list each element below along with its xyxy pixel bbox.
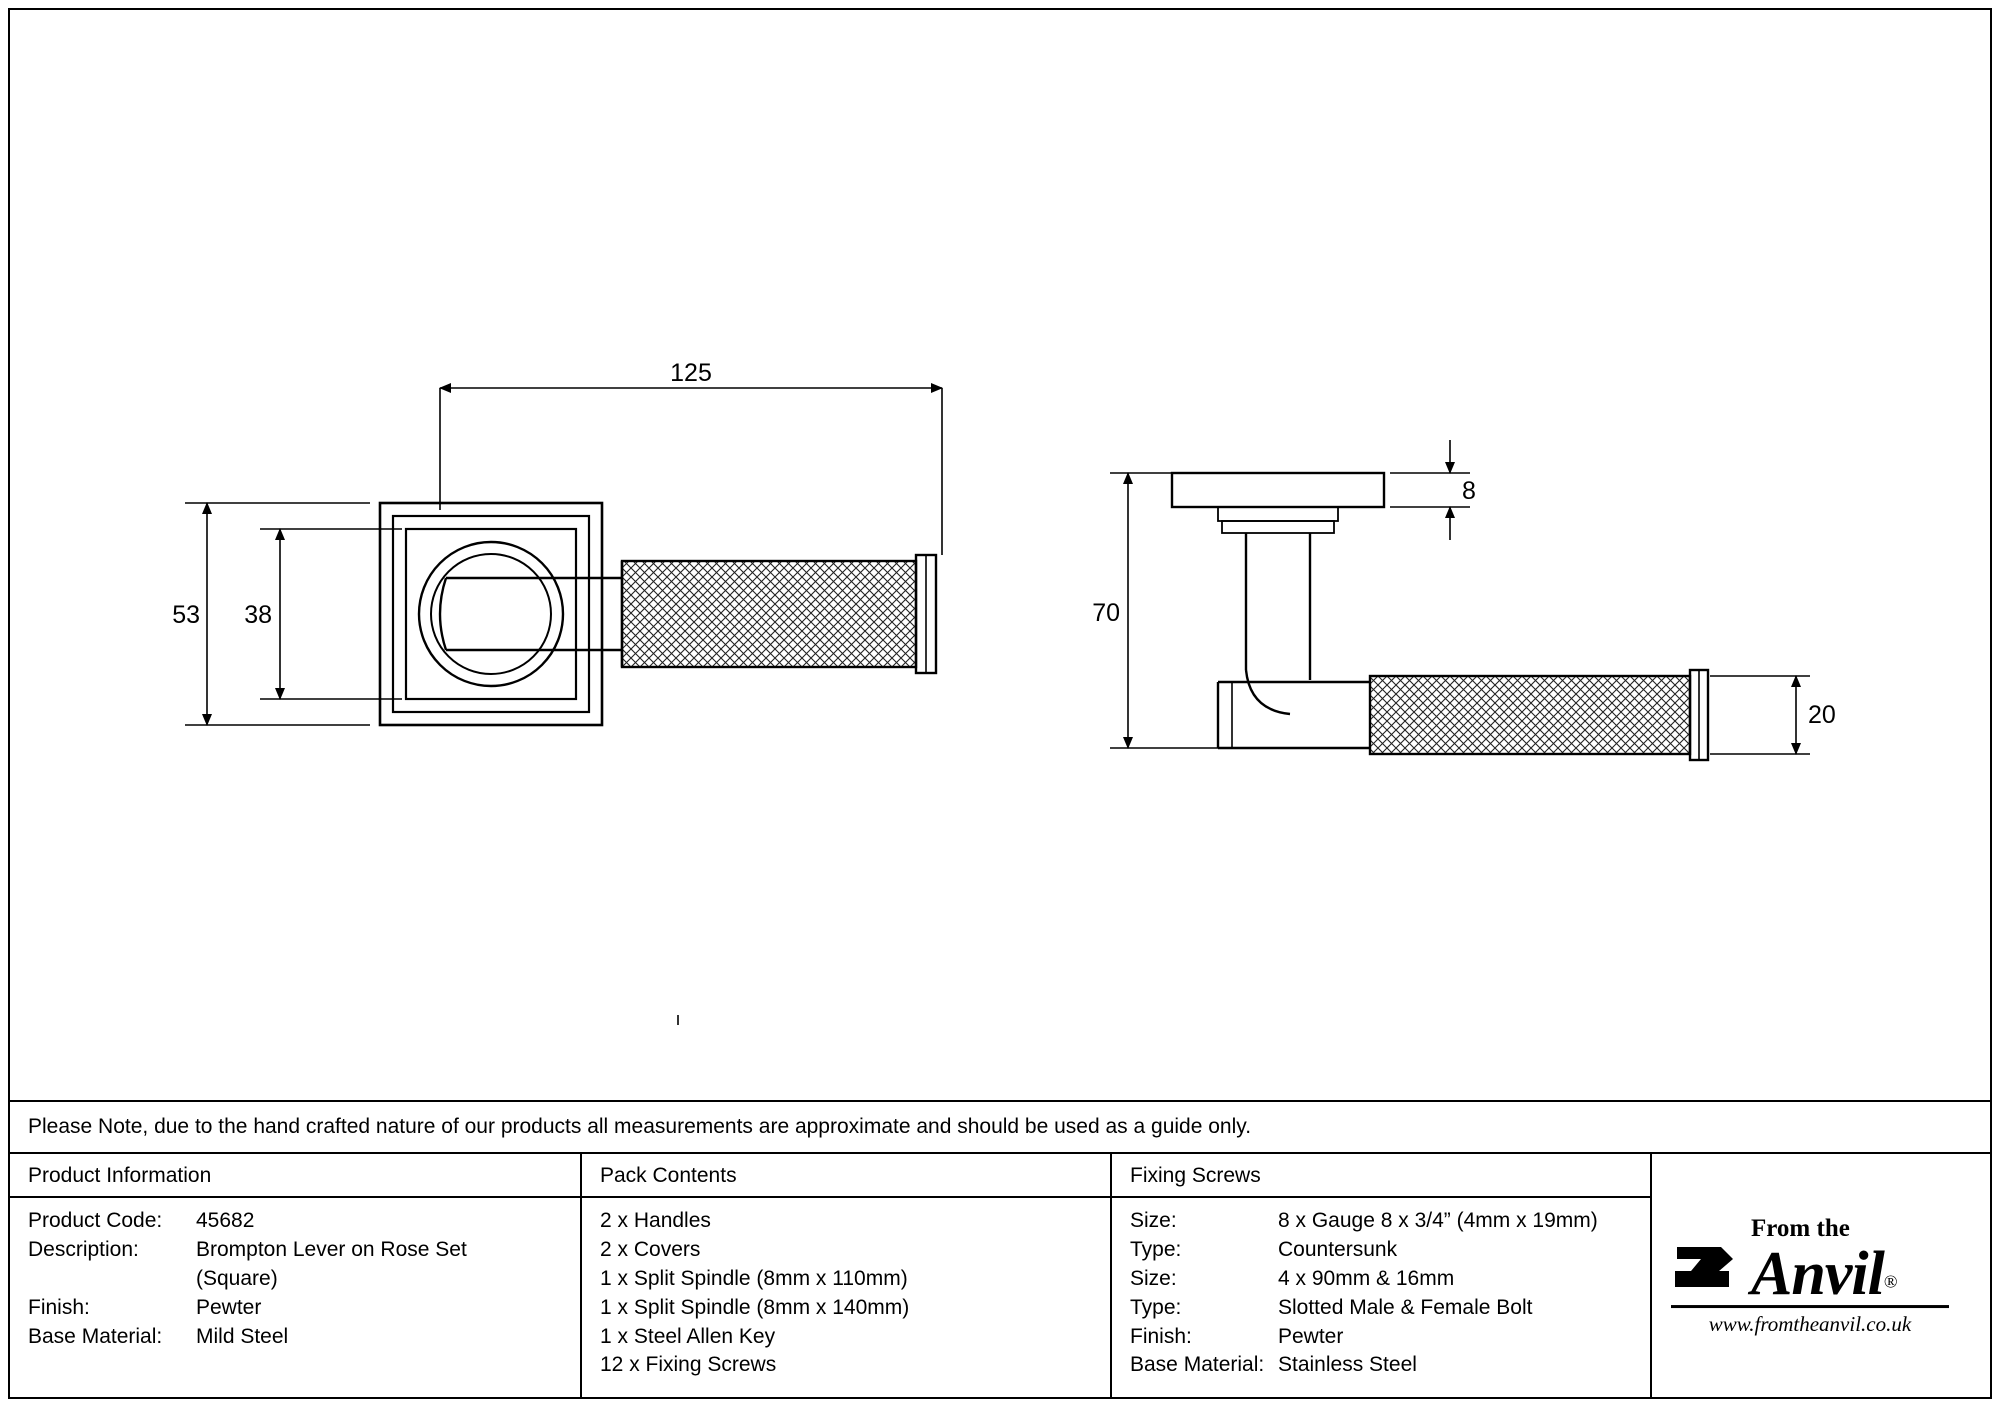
- screw-finish-label: Finish:: [1130, 1324, 1192, 1348]
- screw-size-label: Size:: [1130, 1209, 1177, 1232]
- table-row: [1130, 1352, 1650, 1379]
- fixing-screws-heading: Fixing Screws: [1112, 1154, 1650, 1198]
- bolt-size-value: 4 x 90mm & 16mm: [1278, 1266, 1455, 1290]
- description-label: Description:: [28, 1237, 139, 1261]
- dim-projection: 70: [1092, 599, 1120, 627]
- bolt-type-label: Type:: [1130, 1295, 1182, 1319]
- drawing-sheet: [8, 8, 1992, 1399]
- description-label-cont: [28, 1266, 196, 1293]
- table-row: [1130, 1324, 1650, 1351]
- measurement-note-text: Please Note, due to the hand crafted nature of our products all measurements are approximate and should be used as a guide only.: [28, 1115, 1252, 1138]
- list-item: 2 x Covers: [600, 1237, 701, 1261]
- description-value: Brompton Lever on Rose Set: [196, 1237, 467, 1261]
- anvil-icon: [1671, 1241, 1743, 1303]
- dim-rose-height: 53: [172, 601, 200, 629]
- brand-logo-column: [1652, 1154, 1990, 1399]
- table-row: [28, 1208, 580, 1235]
- product-code-value: 45682: [196, 1209, 255, 1232]
- registered-icon: ®: [1883, 1271, 1898, 1292]
- product-drawing-svg: [10, 10, 1990, 1098]
- screw-size-value: 8 x Gauge 8 x 3/4” (4mm x 19mm): [1278, 1209, 1598, 1232]
- dim-lever-diameter: 20: [1808, 701, 1836, 729]
- pack-contents-heading: Pack Contents: [582, 1154, 1110, 1198]
- pack-contents-body: [582, 1198, 1110, 1379]
- table-row: [28, 1324, 580, 1351]
- product-information-heading: Product Information: [10, 1154, 580, 1198]
- description-value-cont: (Square): [196, 1266, 278, 1290]
- dim-overall-length: 125: [670, 359, 712, 387]
- info-table: [10, 1152, 1990, 1399]
- table-row: [28, 1237, 580, 1264]
- product-information-body: [10, 1198, 580, 1350]
- table-row: [1130, 1295, 1650, 1322]
- bolt-type-value: Slotted Male & Female Bolt: [1278, 1295, 1533, 1319]
- table-row: [1130, 1237, 1650, 1264]
- logo-from-the: From the: [1751, 1214, 1850, 1242]
- side-view: [1092, 440, 1836, 760]
- logo-anvil-word: Anvil: [1751, 1239, 1884, 1308]
- bolt-size-label: Size:: [1130, 1266, 1177, 1290]
- pack-contents-column: [582, 1154, 1112, 1399]
- screw-type-label: Type:: [1130, 1237, 1182, 1261]
- front-view: [172, 359, 942, 725]
- list-item: 12 x Fixing Screws: [600, 1353, 777, 1377]
- logo-url: www.fromtheanvil.co.uk: [1708, 1312, 1912, 1337]
- fixing-screws-column: [1112, 1154, 1652, 1399]
- screw-finish-value: Pewter: [1278, 1324, 1344, 1348]
- product-code-label: Product Code:: [28, 1209, 163, 1232]
- technical-drawing-area: [10, 10, 1990, 1100]
- fixing-screws-body: [1112, 1198, 1650, 1379]
- product-information-column: [10, 1154, 582, 1399]
- table-row: [1130, 1208, 1650, 1235]
- screw-base-material-value: Stainless Steel: [1278, 1353, 1417, 1377]
- list-item: 2 x Handles: [600, 1209, 711, 1232]
- screw-type-value: Countersunk: [1278, 1237, 1398, 1261]
- table-row: [28, 1295, 580, 1322]
- measurement-note-bar: [10, 1100, 1990, 1152]
- table-row: [28, 1266, 580, 1293]
- finish-value: Pewter: [196, 1295, 262, 1319]
- finish-label: Finish:: [28, 1295, 90, 1319]
- base-material-value: Mild Steel: [196, 1324, 289, 1348]
- table-row: [1130, 1266, 1650, 1293]
- list-item: 1 x Split Spindle (8mm x 110mm): [600, 1266, 908, 1290]
- base-material-label: Base Material:: [28, 1324, 163, 1348]
- dim-rose-inner-height: 38: [244, 601, 272, 629]
- screw-base-material-label: Base Material:: [1130, 1353, 1265, 1377]
- brand-logo: [1652, 1154, 1990, 1399]
- dim-rose-thickness: 8: [1462, 477, 1476, 505]
- list-item: 1 x Split Spindle (8mm x 140mm): [600, 1295, 910, 1319]
- list-item: 1 x Steel Allen Key: [600, 1324, 776, 1348]
